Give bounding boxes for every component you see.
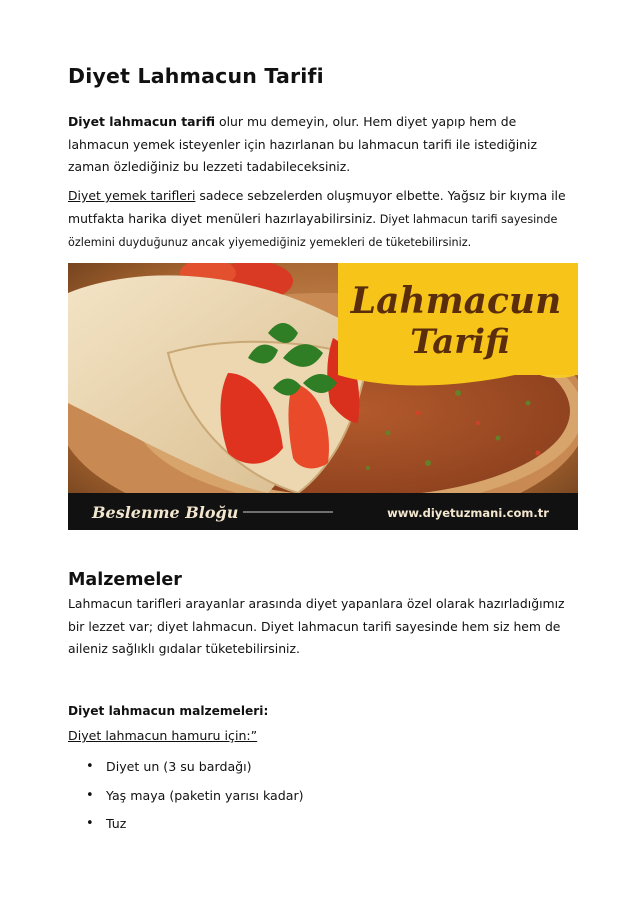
- intro-text: olur mu demeyin, olur. Hem diyet yapıp hem de lahmacun yemek isteyenler için hazırlanan bu lahmacun tarifi ile istediğiniz zaman özlediğiniz bu lezzeti tadabileceksiniz.: [68, 114, 537, 174]
- hero-image: [68, 263, 578, 530]
- diet-recipes-link[interactable]: Diyet yemek tarifleri: [68, 188, 196, 203]
- second-paragraph: [68, 185, 578, 255]
- list-item: [68, 810, 304, 839]
- lahmacun-illustration: [68, 263, 578, 530]
- ingredients-subheading: Diyet lahmacun malzemeleri:: [68, 704, 269, 718]
- bullet-icon: •: [86, 816, 94, 831]
- bullet-icon: •: [86, 787, 94, 803]
- list-item: [68, 782, 304, 811]
- bullet-icon: •: [86, 759, 94, 774]
- second-paragraph-small-text: Diyet lahmacun tarifi sayesinde özlemini duyduğunuz ancak yiyemediğiniz yemekleri de tüketebilirsiniz.: [68, 212, 558, 249]
- ingredients-intro-paragraph: Lahmacun tarifleri arayanlar arasında diyet yapanlara özel olarak hazırladığımız bir lezzet var; diyet lahmacun. Diyet lahmacun tarifi sayesinde hem siz hem de aileniz sağlıklı gıdalar tüketebilirsiniz.: [68, 596, 565, 656]
- list-item: [68, 753, 304, 782]
- banner-title-line1: Lahmacun: [350, 280, 562, 322]
- ingredient-label: Tuz: [106, 816, 127, 831]
- ingredient-list: [68, 753, 304, 839]
- intro-paragraph: [68, 111, 578, 179]
- banner-title-line2: Tarifi: [410, 322, 510, 362]
- second-paragraph-text: sadece sebzelerden oluşmuyor elbette. Yağsız bir kıyma ile mutfakta harika diyet menüleri hazırlayabilirsiniz.: [68, 188, 566, 226]
- section-heading-ingredients: Malzemeler: [68, 570, 182, 590]
- ingredient-label: Yaş maya (paketin yarısı kadar): [106, 787, 304, 803]
- intro-bold-phrase: Diyet lahmacun tarifi: [68, 114, 216, 129]
- hero-footer-left: Beslenme Bloğu: [92, 503, 239, 522]
- dough-subheading-text: Diyet lahmacun hamuru için:”: [68, 728, 258, 743]
- dough-subheading: [68, 728, 257, 743]
- hero-footer-right: www.diyetuzmani.com.tr: [387, 506, 549, 520]
- page-title: Diyet Lahmacun Tarifi: [68, 64, 324, 88]
- ingredient-label: Diyet un (3 su bardağı): [106, 759, 252, 774]
